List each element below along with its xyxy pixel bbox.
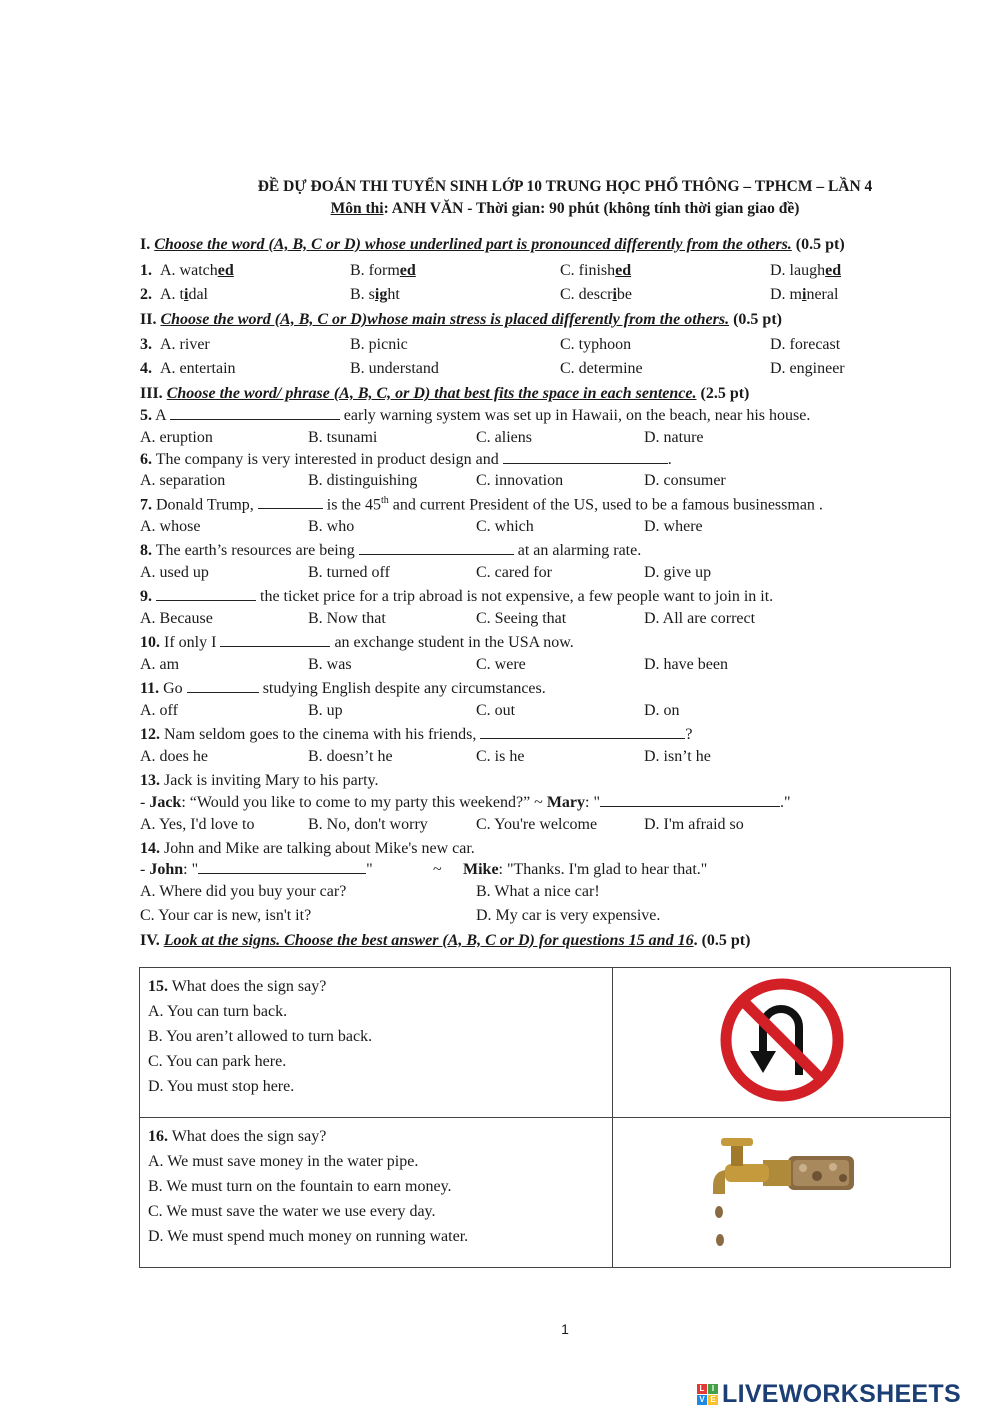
question-11: 11. Go studying English despite any circumstances. — [140, 680, 546, 697]
section-points: . (0.5 pt) — [693, 932, 751, 949]
q16-option-d[interactable]: D. We must spend much money on running water. — [148, 1228, 469, 1245]
q5-option-d[interactable]: D. nature — [644, 429, 704, 446]
q15-option-b[interactable]: B. You aren’t allowed to turn back. — [148, 1028, 373, 1045]
no-u-turn-sign-cell — [613, 968, 951, 1118]
q4-option-d[interactable]: D. engineer — [770, 360, 845, 377]
answer-blank[interactable] — [258, 496, 323, 509]
section-instruction: Choose the word (A, B, C or D) whose underlined part is pronounced differently from the others. — [154, 236, 792, 253]
q2-option-c[interactable]: C. describe — [560, 286, 632, 303]
liveworksheets-watermark — [697, 1380, 961, 1409]
section-number: I. — [140, 236, 151, 253]
answer-blank[interactable] — [187, 680, 259, 693]
exam-title: ĐỀ DỰ ĐOÁN THI TUYỂN SINH LỚP 10 TRUNG HỌC PHỔ THÔNG – TPHCM – LẦN 4 — [257, 178, 873, 195]
q9-option-b[interactable]: B. Now that — [308, 610, 386, 627]
answer-blank[interactable] — [600, 794, 780, 807]
q4-option-c[interactable]: C. determine — [560, 360, 643, 377]
question-8: 8. The earth’s resources are being at an alarming rate. — [140, 542, 642, 559]
q12-option-d[interactable]: D. isn’t he — [644, 748, 711, 765]
q1-option-d[interactable]: D. laughed — [770, 262, 842, 279]
q12-option-b[interactable]: B. doesn’t he — [308, 748, 393, 765]
q6-option-d[interactable]: D. consumer — [644, 472, 726, 489]
question-6: 6. The company is very interested in product design and . — [140, 451, 672, 468]
speaker-john: John — [149, 861, 184, 878]
q12-option-c[interactable]: C. is he — [476, 748, 525, 765]
water-tap-image-cell — [613, 1118, 951, 1268]
q15-cell — [140, 968, 613, 1118]
exam-subtitle — [0, 200, 1000, 218]
section-4-heading — [140, 932, 750, 950]
answer-blank[interactable] — [170, 407, 340, 420]
q15-option-c[interactable]: C. You can park here. — [148, 1053, 287, 1070]
q3-option-a[interactable]: A. river — [160, 336, 210, 353]
subject-label: Môn thi — [330, 200, 384, 217]
q7-option-b[interactable]: B. who — [308, 518, 355, 535]
q6-option-a[interactable]: A. separation — [140, 472, 226, 489]
question-number: 2. — [140, 286, 152, 303]
q12-option-a[interactable]: A. does he — [140, 748, 208, 765]
q16-option-b[interactable]: B. We must turn on the fountain to earn money. — [148, 1178, 452, 1195]
q13-option-d[interactable]: D. I'm afraid so — [644, 816, 744, 833]
q15-option-a[interactable]: A. You can turn back. — [148, 1003, 288, 1020]
question-1 — [140, 262, 152, 280]
q2-option-d[interactable]: D. mineral — [770, 286, 839, 303]
q8-option-b[interactable]: B. turned off — [308, 564, 390, 581]
q13-option-a[interactable]: A. Yes, I'd love to — [140, 816, 255, 833]
question-10: 10. If only I an exchange student in the USA now. — [140, 634, 574, 651]
no-u-turn-sign-icon — [717, 975, 847, 1105]
q5-option-a[interactable]: A. eruption — [140, 429, 213, 446]
section-instruction: Choose the word (A, B, C or D)whose main stress is placed differently from the others. — [160, 311, 730, 328]
q9-option-d[interactable]: D. All are correct — [644, 610, 756, 627]
q9-option-a[interactable]: A. Because — [140, 610, 213, 627]
q13-option-b[interactable]: B. No, don't worry — [308, 816, 428, 833]
question-12: 12. Nam seldom goes to the cinema with his friends, ? — [140, 726, 693, 743]
question-9: 9. the ticket price for a trip abroad is not expensive, a few people want to join in it. — [140, 588, 774, 605]
section-number: II. — [140, 311, 157, 328]
q16-option-c[interactable]: C. We must save the water we use every day. — [148, 1203, 436, 1220]
q15-option-d[interactable]: D. You must stop here. — [148, 1078, 295, 1095]
q10-option-c[interactable]: C. were — [476, 656, 526, 673]
q1-option-a[interactable]: A. watched — [160, 262, 234, 279]
q8-option-c[interactable]: C. cared for — [476, 564, 552, 581]
speaker-jack: Jack — [149, 794, 182, 811]
question-16: 16. What does the sign say? — [148, 1128, 327, 1145]
q3-option-c[interactable]: C. typhoon — [560, 336, 632, 353]
page-number: 1 — [561, 1321, 569, 1337]
question-3: 3. — [140, 336, 152, 353]
section-number: III. — [140, 385, 163, 402]
speaker-mike: Mike — [463, 861, 499, 878]
answer-blank[interactable] — [480, 726, 685, 739]
q10-option-d[interactable]: D. have been — [644, 656, 728, 673]
q14-dialogue-john: - John: " " — [140, 861, 373, 878]
q1-option-b[interactable]: B. formed — [350, 262, 416, 279]
water-tap-coins-icon — [613, 1120, 950, 1260]
q10-option-a[interactable]: A. am — [140, 656, 180, 673]
question-15: 15. What does the sign say? — [148, 978, 327, 995]
q4-option-b[interactable]: B. understand — [350, 360, 439, 377]
q14-dialogue-mike: Mike: "Thanks. I'm glad to hear that." — [463, 861, 708, 878]
section-1-heading — [140, 236, 845, 254]
question-number: 1. — [140, 262, 152, 279]
answer-blank[interactable] — [198, 861, 366, 874]
q11-option-a[interactable]: A. off — [140, 702, 178, 719]
question-7: 7. Donald Trump, is the 45th and current President of the US, used to be a famous businessman . — [140, 495, 823, 514]
q11-option-d[interactable]: D. on — [644, 702, 680, 719]
question-4: 4. — [140, 360, 152, 377]
q8-option-d[interactable]: D. give up — [644, 564, 712, 581]
section-points: (0.5 pt) — [795, 236, 845, 253]
section-2-heading — [140, 311, 782, 329]
section-number: IV. — [140, 932, 160, 949]
answer-blank[interactable] — [156, 588, 256, 601]
section-3-heading — [140, 385, 749, 403]
section-instruction: Look at the signs. Choose the best answer (A, B, C or D) for questions 15 and 16 — [163, 932, 694, 949]
q16-option-a[interactable]: A. We must save money in the water pipe. — [148, 1153, 419, 1170]
q3-option-b[interactable]: B. picnic — [350, 336, 408, 353]
q10-option-b[interactable]: B. was — [308, 656, 352, 673]
q2-option-a[interactable]: A. tidal — [160, 286, 208, 303]
q5-option-b[interactable]: B. tsunami — [308, 429, 378, 446]
question-5: 5. A early warning system was set up in Hawaii, on the beach, near his house. — [140, 407, 811, 424]
q13-dialogue: - Jack: “Would you like to come to my party this weekend?” ~ Mary: " ." — [140, 794, 791, 811]
q7-option-d[interactable]: D. where — [644, 518, 703, 535]
q11-option-b[interactable]: B. up — [308, 702, 343, 719]
q14-option-c[interactable]: C. Your car is new, isn't it? — [140, 907, 312, 924]
section-points: (2.5 pt) — [700, 385, 750, 402]
q7-option-a[interactable]: A. whose — [140, 518, 201, 535]
question-13: 13. Jack is inviting Mary to his party. — [140, 772, 379, 789]
q14-option-b[interactable]: B. What a nice car! — [476, 883, 600, 900]
q9-option-c[interactable]: C. Seeing that — [476, 610, 567, 627]
q13-option-c[interactable]: C. You're welcome — [476, 816, 598, 833]
question-14: 14. John and Mike are talking about Mike's new car. — [140, 840, 475, 857]
section-instruction: Choose the word/ phrase (A, B, C, or D) that best fits the space in each sentence. — [166, 385, 697, 402]
q7-option-c[interactable]: C. which — [476, 518, 534, 535]
q14-tilde: ~ — [433, 861, 442, 878]
q6-option-b[interactable]: B. distinguishing — [308, 472, 418, 489]
section-points: (0.5 pt) — [733, 311, 782, 328]
answer-blank[interactable] — [359, 542, 514, 555]
q4-option-a[interactable]: A. entertain — [160, 360, 236, 377]
liveworksheets-logo-icon: L I V E — [697, 1384, 718, 1405]
q11-option-c[interactable]: C. out — [476, 702, 516, 719]
signs-table — [139, 967, 951, 1268]
liveworksheets-text: LIVEWORKSHEETS — [722, 1380, 961, 1408]
subject-info: : ANH VĂN - Thời gian: 90 phút (không tính thời gian giao đề) — [383, 200, 800, 217]
answer-blank[interactable] — [220, 634, 330, 647]
q14-option-a[interactable]: A. Where did you buy your car? — [140, 883, 347, 900]
answer-blank[interactable] — [503, 451, 668, 464]
q2-option-b[interactable]: B. sight — [350, 286, 400, 303]
q8-option-a[interactable]: A. used up — [140, 564, 209, 581]
question-2 — [140, 286, 152, 304]
q14-option-d[interactable]: D. My car is very expensive. — [476, 907, 661, 924]
q16-cell — [140, 1118, 613, 1268]
q6-option-c[interactable]: C. innovation — [476, 472, 564, 489]
q5-option-c[interactable]: C. aliens — [476, 429, 532, 446]
speaker-mary: Mary — [546, 794, 586, 811]
q3-option-d[interactable]: D. forecast — [770, 336, 841, 353]
q1-option-c[interactable]: C. finished — [560, 262, 632, 279]
